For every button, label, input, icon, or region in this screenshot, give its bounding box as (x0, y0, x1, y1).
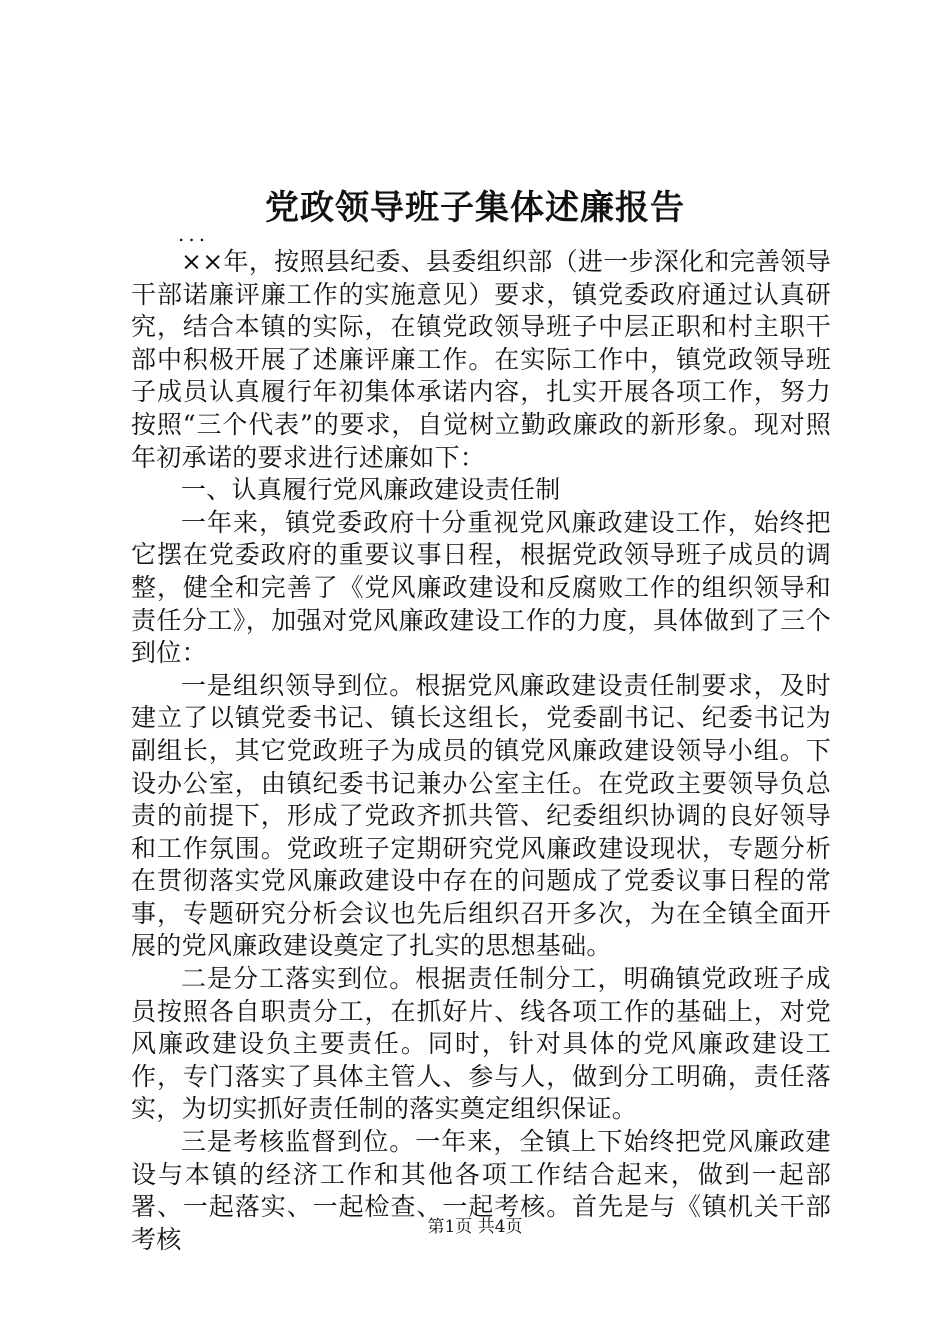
paragraph-point-1: 一是组织领导到位。根据党风廉政建设责任制要求，及时建立了以镇党委书记、镇长这组长，党委副书记、纪委书记为副组长，其它党政班子为成员的镇党风廉政建设领导小组。下设办公室，由镇纪委书记兼办公室主任。在党政主要领导负总责的前提下，形成了党政齐抓共管、纪委组织协调的良好领导和工作氛围。党政班子定期研究党风廉政建设现状，专题分析在贯彻落实党风廉政建设中存在的问题成了党委议事日程的常事，专题研究分析会议也先后组织召开多次，为在全镇全面开展的党风廉政建设奠定了扎实的思想基础。 (131, 670, 831, 961)
paragraph-intro: ××年，按照县纪委、县委组织部（进一步深化和完善领导干部诺廉评廉工作的实施意见）要求，镇党委政府通过认真研究，结合本镇的实际，在镇党政领导班子中层正职和村主职干部中积极开展了述廉评廉工作。在实际工作中，镇党政领导班子成员认真履行年初集体承诺内容，扎实开展各项工作，努力按照“三个代表”的要求，自觉树立勤政廉政的新形象。现对照年初承诺的要求进行述廉如下： (131, 247, 831, 472)
paragraph-overview: 一年来，镇党委政府十分重视党风廉政建设工作，始终把它摆在党委政府的重要议事日程，根据党政领导班子成员的调整，健全和完善了《党风廉政建设和反腐败工作的组织领导和责任分工》，加强对党风廉政建设工作的力度，具体做到了三个到位： (131, 507, 831, 668)
document-title: 党政领导班子集体述廉报告 (265, 188, 685, 228)
document-body (131, 246, 831, 1256)
paragraph-point-2: 二是分工落实到位。根据责任制分工，明确镇党政班子成员按照各自职责分工，在抓好片、线各项工作的基础上，对党风廉政建设负主要责任。同时，针对具体的党风廉政建设工作，专门落实了具体主管人、参与人，做到分工明确，责任落实，为切实抓好责任制的落实奠定组织保证。 (131, 964, 831, 1124)
section-heading-1: 一、认真履行党风廉政建设责任制 (181, 475, 561, 505)
paragraph-point-3: 三是考核监督到位。一年来，全镇上下始终把党风廉政建设与本镇的经济工作和其他各项工作结合起来，做到一起部署、一起落实、一起检查、一起考核。首先是与《镇机关干部考核 (131, 1127, 831, 1254)
page-number: 第1页 共4页 (427, 1217, 523, 1237)
ellipsis-mark: ... (178, 222, 210, 246)
